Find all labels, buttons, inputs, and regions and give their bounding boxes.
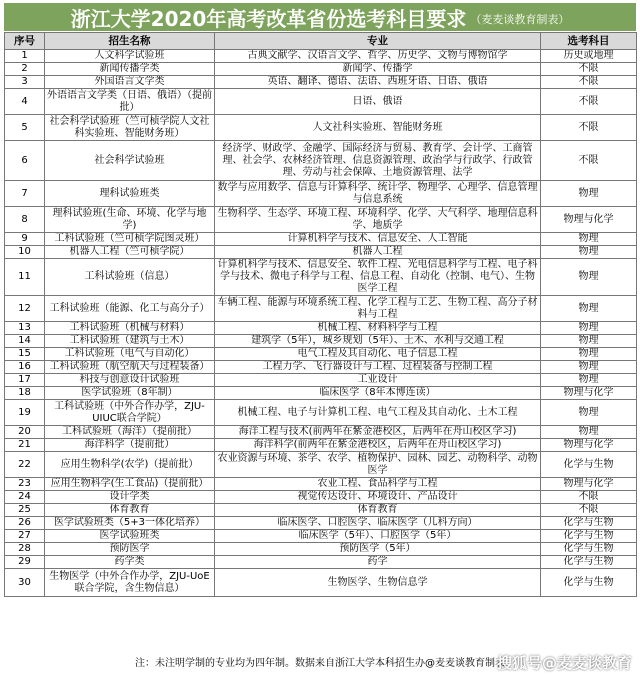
cell-major: 机器人工程 [215, 246, 541, 259]
cell-subject: 物理与化学 [541, 439, 637, 452]
cell-major: 机械工程、材料科学与工程 [215, 322, 541, 335]
cell-subject: 物理 [541, 374, 637, 387]
cell-no: 22 [5, 452, 45, 478]
cell-no: 23 [5, 478, 45, 491]
cell-major: 临床医学（8年本博连读） [215, 387, 541, 400]
table-row [5, 374, 637, 387]
table-row [5, 115, 637, 141]
cell-subject: 物理 [541, 426, 637, 439]
cell-name: 理科试验班类 [45, 181, 215, 207]
cell-no: 20 [5, 426, 45, 439]
requirements-table [4, 32, 637, 597]
table-row [5, 478, 637, 491]
cell-no: 19 [5, 400, 45, 426]
cell-subject: 不限 [541, 76, 637, 89]
cell-subject: 物理 [541, 259, 637, 296]
cell-major: 计算机科学与技术、信息安全、人工智能 [215, 233, 541, 246]
cell-subject: 物理 [541, 335, 637, 348]
cell-no: 27 [5, 530, 45, 543]
cell-name: 理科试验班(生命、环境、化学与地学) [45, 207, 215, 233]
title-text: 浙江大学2020年高考改革省份选考科目要求 [70, 6, 467, 31]
cell-subject: 物理与化学 [541, 478, 637, 491]
cell-no: 13 [5, 322, 45, 335]
cell-major: 建筑学（5年），城乡规划（5年）、土木、水利与交通工程 [215, 335, 541, 348]
cell-major: 工业设计 [215, 374, 541, 387]
cell-subject: 物理 [541, 348, 637, 361]
table-row [5, 50, 637, 63]
table-row [5, 387, 637, 400]
table-row [5, 543, 637, 556]
cell-major: 农业资源与环境、茶学、农学、植物保护、园林、园艺、动物科学、动物医学 [215, 452, 541, 478]
cell-name: 工科试验班（机械与材料） [45, 322, 215, 335]
cell-name: 工科试验班（海洋）（提前批） [45, 426, 215, 439]
cell-major: 视觉传达设计、环境设计、产品设计 [215, 491, 541, 504]
cell-no: 9 [5, 233, 45, 246]
cell-name: 应用生物科学(生工食品)（提前批） [45, 478, 215, 491]
table-row [5, 296, 637, 322]
cell-no: 15 [5, 348, 45, 361]
cell-subject: 物理 [541, 246, 637, 259]
cell-no: 28 [5, 543, 45, 556]
cell-name: 预防医学 [45, 543, 215, 556]
cell-no: 14 [5, 335, 45, 348]
cell-name: 社会科学试验班（竺可桢学院人文社科实验班、智能财务班） [45, 115, 215, 141]
cell-name: 社会科学试验班 [45, 141, 215, 181]
cell-subject: 化学与生物 [541, 517, 637, 530]
cell-subject: 不限 [541, 115, 637, 141]
table-body [5, 50, 637, 597]
cell-name: 机器人工程（竺可桢学院） [45, 246, 215, 259]
cell-name: 工科试验班（航空航天与过程装备） [45, 361, 215, 374]
cell-major: 日语、俄语 [215, 89, 541, 115]
table-row [5, 452, 637, 478]
cell-subject: 物理 [541, 400, 637, 426]
cell-major: 生物科学、生态学、环境工程、环境科学、化学、大气科学、地理信息科学、地质学 [215, 207, 541, 233]
cell-name: 新闻传播学类 [45, 63, 215, 76]
cell-no: 17 [5, 374, 45, 387]
footnote: 注：未注明学制的专业均为四年制。数据来自浙江大学本科招生办@麦麦谈教育制表 [135, 658, 505, 669]
cell-subject: 物理与化学 [541, 207, 637, 233]
cell-name: 工科试验班（电气与自动化） [45, 348, 215, 361]
cell-no: 1 [5, 50, 45, 63]
table-row [5, 504, 637, 517]
cell-name: 工科试验班（能源、化工与高分子） [45, 296, 215, 322]
cell-name: 应用生物科学(农学)（提前批） [45, 452, 215, 478]
cell-no: 12 [5, 296, 45, 322]
cell-major: 生物医学、生物信息学 [215, 569, 541, 597]
cell-name: 工科试验班（信息） [45, 259, 215, 296]
cell-major: 英语、翻译、德语、法语、西班牙语、日语、俄语 [215, 76, 541, 89]
cell-subject: 历史或地理 [541, 50, 637, 63]
cell-name: 医学试验班（8年制） [45, 387, 215, 400]
cell-subject: 化学与生物 [541, 452, 637, 478]
cell-name: 医学试验班类（5+3一体化培养） [45, 517, 215, 530]
table-row [5, 426, 637, 439]
cell-subject: 不限 [541, 63, 637, 76]
cell-major: 经济学、财政学、金融学、国际经济与贸易、教育学、会计学、工商管理、社会学、农林经济管理、信息资源管理、政治学与行政学、行政管理、劳动与社会保障、土地资源管理、法学 [215, 141, 541, 181]
cell-major: 古典文献学、汉语言文学、哲学、历史学、文物与博物馆学 [215, 50, 541, 63]
cell-major: 计算机科学与技术、信息安全、软件工程、光电信息科学与工程、电子科学与技术、微电子科学与工程、信息工程、自动化（控制、电气）、生物医学工程 [215, 259, 541, 296]
cell-no: 25 [5, 504, 45, 517]
title-subtitle: （麦麦谈教育制表） [470, 12, 570, 26]
cell-name: 外国语言文学类 [45, 76, 215, 89]
table-row [5, 439, 637, 452]
cell-name: 医学试验班类 [45, 530, 215, 543]
cell-no: 30 [5, 569, 45, 597]
cell-no: 6 [5, 141, 45, 181]
cell-major: 工程力学、飞行器设计与工程、过程装备与控制工程 [215, 361, 541, 374]
cell-no: 4 [5, 89, 45, 115]
cell-no: 2 [5, 63, 45, 76]
cell-name: 科技与创意设计试验班 [45, 374, 215, 387]
cell-major: 药学 [215, 556, 541, 569]
cell-subject: 不限 [541, 504, 637, 517]
cell-no: 16 [5, 361, 45, 374]
cell-no: 18 [5, 387, 45, 400]
table-row [5, 530, 637, 543]
cell-major: 车辆工程、能源与环境系统工程、化学工程与工艺、生物工程、高分子材料与工程 [215, 296, 541, 322]
header-name: 招生名称 [45, 33, 215, 50]
table-row [5, 233, 637, 246]
table-row [5, 63, 637, 76]
cell-major: 电气工程及其自动化、电子信息工程 [215, 348, 541, 361]
table-row [5, 322, 637, 335]
cell-name: 海洋科学（提前批） [45, 439, 215, 452]
cell-no: 5 [5, 115, 45, 141]
cell-subject: 物理与化学 [541, 387, 637, 400]
cell-no: 7 [5, 181, 45, 207]
table-row [5, 400, 637, 426]
cell-subject: 物理 [541, 296, 637, 322]
table-row [5, 335, 637, 348]
cell-subject: 不限 [541, 89, 637, 115]
table-row [5, 76, 637, 89]
cell-no: 24 [5, 491, 45, 504]
cell-name: 设计学类 [45, 491, 215, 504]
cell-name: 外语语言文学类（日语、俄语）（提前批） [45, 89, 215, 115]
cell-name: 工科试验班（中外合作办学，ZJU-UIUC联合学院） [45, 400, 215, 426]
table-row [5, 556, 637, 569]
cell-no: 3 [5, 76, 45, 89]
cell-major: 数学与应用数学、信息与计算科学、统计学、物理学、心理学、信息管理与信息系统 [215, 181, 541, 207]
cell-subject: 不限 [541, 491, 637, 504]
table-header-row [5, 33, 637, 50]
cell-no: 10 [5, 246, 45, 259]
cell-no: 8 [5, 207, 45, 233]
cell-subject: 物理 [541, 361, 637, 374]
table-row [5, 181, 637, 207]
cell-major: 新闻学、传播学 [215, 63, 541, 76]
cell-subject: 物理 [541, 181, 637, 207]
table-row [5, 361, 637, 374]
cell-major: 农业工程、食品科学与工程 [215, 478, 541, 491]
cell-subject: 化学与生物 [541, 569, 637, 597]
cell-name: 工科试验班（建筑与土木） [45, 335, 215, 348]
cell-major: 人文社科实验班、智能财务班 [215, 115, 541, 141]
cell-subject: 物理 [541, 322, 637, 335]
cell-no: 21 [5, 439, 45, 452]
page-title [4, 3, 636, 31]
header-no: 序号 [5, 33, 45, 50]
cell-name: 体育教育 [45, 504, 215, 517]
table-row [5, 246, 637, 259]
cell-major: 机械工程、电子与计算机工程、电气工程及其自动化、土木工程 [215, 400, 541, 426]
cell-major: 海洋科学(前两年在紫金港校区，后两年在舟山校区学习) [215, 439, 541, 452]
cell-name: 工科试验班（竺可桢学院图灵班） [45, 233, 215, 246]
cell-subject: 化学与生物 [541, 530, 637, 543]
cell-subject: 化学与生物 [541, 543, 637, 556]
cell-major: 海洋工程与技术(前两年在紫金港校区，后两年在舟山校区学习) [215, 426, 541, 439]
cell-name: 药学类 [45, 556, 215, 569]
cell-name: 人文科学试验班 [45, 50, 215, 63]
cell-subject: 不限 [541, 141, 637, 181]
table-row [5, 491, 637, 504]
table-row [5, 517, 637, 530]
cell-subject: 化学与生物 [541, 556, 637, 569]
table-row [5, 207, 637, 233]
cell-major: 预防医学（5年） [215, 543, 541, 556]
table-row [5, 141, 637, 181]
cell-no: 11 [5, 259, 45, 296]
cell-major: 临床医学（5年）、口腔医学（5年） [215, 530, 541, 543]
cell-subject: 物理 [541, 233, 637, 246]
cell-name: 生物医学（中外合作办学，ZJU-UoE联合学院，含生物信息） [45, 569, 215, 597]
table-row [5, 348, 637, 361]
cell-no: 29 [5, 556, 45, 569]
watermark: 搜狐号@麦麦谈教育 [496, 654, 632, 672]
header-major: 专业 [215, 33, 541, 50]
cell-major: 体育教育 [215, 504, 541, 517]
table-row [5, 259, 637, 296]
cell-major: 临床医学、口腔医学、临床医学（儿科方向） [215, 517, 541, 530]
table-row [5, 89, 637, 115]
header-subject: 选考科目 [541, 33, 637, 50]
cell-no: 26 [5, 517, 45, 530]
table-row [5, 569, 637, 597]
